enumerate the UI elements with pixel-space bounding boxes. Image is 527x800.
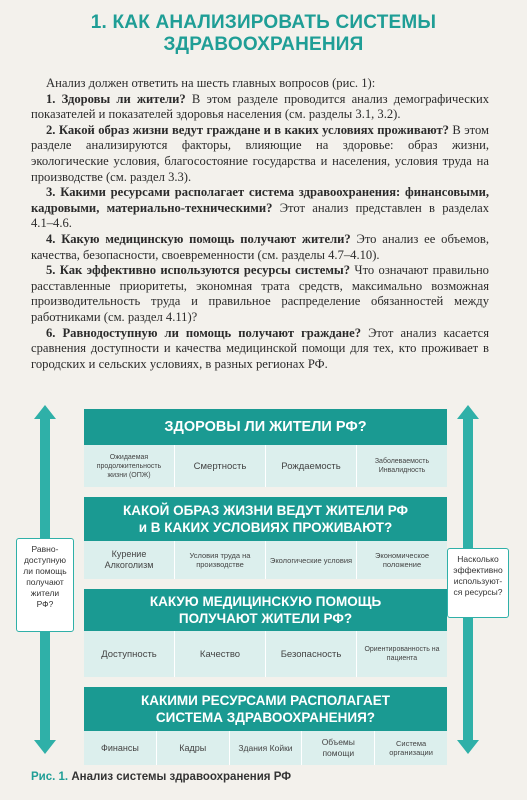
left-arrow-up-icon	[34, 405, 56, 419]
block-resources-header-line-1: КАКИМИ РЕСУРСАМИ РАСПОЛАГАЕТ	[140, 693, 390, 708]
title-line-1: 1. КАК АНАЛИЗИРОВАТЬ СИСТЕМЫ	[90, 12, 437, 33]
question-5-heading: 5. Как эффективно используются ресурсы системы?	[46, 263, 351, 278]
block-health-header-text: ЗДОРОВЫ ЛИ ЖИТЕЛИ РФ?	[164, 418, 367, 435]
question-2-text: В этом разделе анализируются факторы, влияющие на здоровье: образ жизни, экологические условия, благосостояние государства и населения, условия труда на производстве (см. раздел 3.3).	[31, 122, 490, 184]
right-box-line-3: используют-	[453, 576, 503, 586]
block-lifestyle-header-line-1: КАКОЙ ОБРАЗ ЖИЗНИ ВЕДУТ ЖИТЕЛИ РФ	[122, 503, 409, 518]
question-4-heading: 4. Какую медицинскую помощь получают жители?	[46, 231, 351, 246]
right-box-line-2: эффективно	[453, 565, 503, 575]
right-arrow-up-icon	[457, 405, 479, 419]
question-1-heading: 1. Здоровы ли жители?	[46, 91, 186, 106]
cell-quality: Качество	[174, 631, 265, 677]
left-box-line-4: получают	[26, 577, 64, 587]
figure-caption-text: Анализ системы здравоохранения РФ	[68, 771, 292, 783]
body-text	[31, 76, 489, 372]
title-line-2: ЗДРАВООХРАНЕНИЯ	[163, 34, 364, 55]
question-3-heading: 3. Какими ресурсами располагает система здравоохранения: финансовыми, кадровыми, материально-техническими?	[31, 185, 489, 215]
block-care	[84, 589, 447, 677]
question-3-text: Этот анализ представлен в разделах 4.1–4.6.	[31, 200, 490, 231]
cell-care-volume: Объемы помощи	[301, 731, 374, 765]
question-1-text: В этом разделе проводится анализ демографических показателей и показателей здоровья населения (см. разделы 3.1, 3.2).	[31, 91, 490, 122]
cell-economy: Экономическое положение	[356, 541, 447, 579]
figure-caption-number: Рис. 1.	[31, 771, 69, 783]
question-1	[31, 92, 489, 123]
block-resources-header-line-2: СИСТЕМА ЗДРАВООХРАНЕНИЯ?	[155, 710, 376, 725]
question-6-heading: 6. Равнодоступную ли помощь получают граждане?	[46, 325, 362, 340]
question-4-text: Это анализ ее объемов, качества, безопасности, своевременности (см. разделы 4.7–4.10).	[31, 231, 490, 262]
question-3	[31, 185, 489, 232]
block-care-cells	[84, 631, 447, 677]
block-health-header	[84, 409, 447, 445]
right-box-line-4: ся ресурсы?	[453, 587, 503, 597]
cell-accessibility: Доступность	[101, 648, 157, 660]
cell-patient-orientation: Ориентированность на пациента	[356, 631, 447, 677]
block-resources-cells	[84, 731, 447, 765]
cell-ecology: Экологические условия	[265, 541, 356, 579]
question-2	[31, 123, 489, 185]
cell-organization: Система организации	[374, 731, 447, 765]
intro-paragraph: Анализ должен ответить на шесть главных вопросов (рис. 1):	[46, 76, 376, 90]
left-box-line-5: жители	[30, 588, 60, 598]
block-care-header	[84, 589, 447, 631]
question-6	[31, 326, 489, 373]
question-4	[31, 232, 489, 263]
cell-morbidity: Заболеваемость Инвалидность	[356, 445, 447, 487]
block-care-header-line-2: ПОЛУЧАЮТ ЖИТЕЛИ РФ?	[178, 611, 353, 626]
cell-smoking-alcohol: Курение Алкоголизм	[104, 549, 154, 570]
block-lifestyle-header	[84, 497, 447, 541]
question-6-text: Этот анализ касается сравнения доступности и качества медицинской помощи для тех, кто проживает в городских и сельских условиях, в разных регионах РФ.	[31, 325, 489, 371]
block-resources-header	[84, 687, 447, 731]
left-box-line-2: доступную	[23, 555, 67, 565]
right-side-box	[447, 548, 509, 618]
block-health-cells	[84, 445, 447, 487]
cell-buildings-beds: Здания Койки	[229, 731, 302, 765]
block-resources	[84, 687, 447, 765]
page-title	[0, 12, 527, 56]
right-box-line-1: Насколько	[457, 554, 499, 564]
left-box-line-6: РФ?	[36, 599, 54, 609]
block-lifestyle	[84, 497, 447, 579]
analysis-diagram	[0, 405, 527, 765]
left-arrow-down-icon	[34, 740, 56, 754]
question-5-text: Что означают правильно расставленные приоритеты, экономная трата средств, максимально возможная производительность труда и правильное распределение обязанностей между работниками (см. раздел 4.11)?	[31, 263, 489, 324]
cell-safety: Безопасность	[265, 631, 356, 677]
question-5	[31, 263, 489, 325]
cell-mortality: Смертность	[174, 445, 265, 487]
right-arrow-down-icon	[457, 740, 479, 754]
block-health	[84, 409, 447, 487]
cell-finance: Финансы	[101, 742, 139, 753]
cell-work-conditions: Условия труда на производстве	[174, 541, 265, 579]
cell-life-expectancy: Ожидаемая продолжительность жизни (ОПЖ)	[96, 453, 162, 479]
cell-birth-rate: Рождаемость	[265, 445, 356, 487]
left-box-line-3: ли помощь	[23, 566, 67, 576]
question-2-heading: 2. Какой образ жизни ведут граждане и в каких условиях проживают?	[46, 122, 449, 137]
left-box-line-1: Равно-	[31, 544, 59, 554]
block-lifestyle-cells	[84, 541, 447, 579]
block-care-header-line-1: КАКУЮ МЕДИЦИНСКУЮ ПОМОЩЬ	[149, 594, 382, 609]
figure-caption	[31, 771, 291, 783]
left-side-box	[16, 538, 74, 632]
cell-staff: Кадры	[156, 731, 229, 765]
block-lifestyle-header-line-2: и В КАКИХ УСЛОВИЯХ ПРОЖИВАЮТ?	[138, 520, 393, 535]
